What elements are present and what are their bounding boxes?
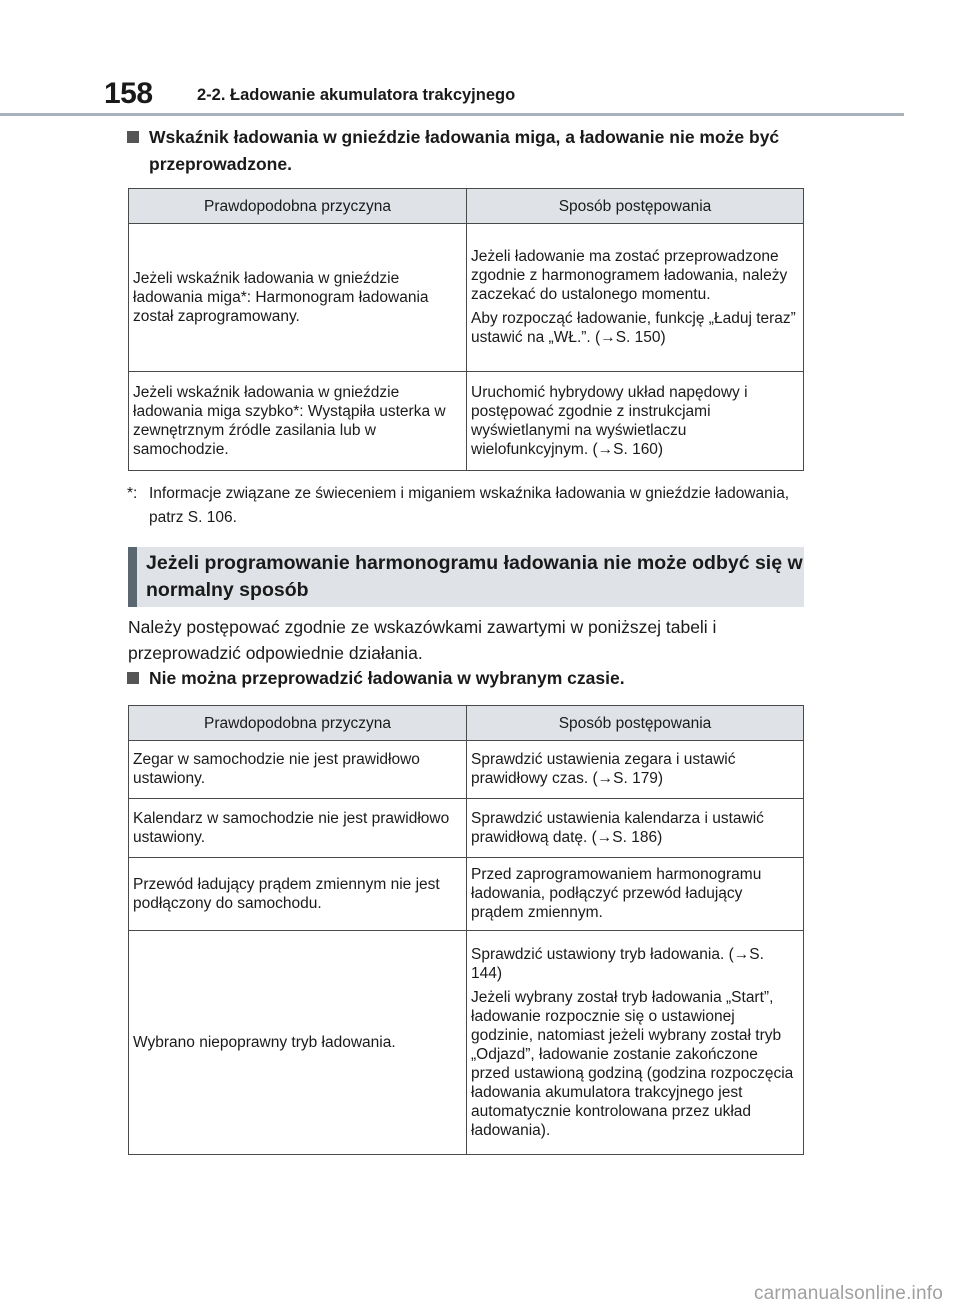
column-header-action: Sposób postępowania [467, 706, 804, 741]
footnote-mark: *: [127, 485, 138, 502]
column-header-cause: Prawdopodobna przyczyna [129, 706, 467, 741]
table-header-row [129, 189, 804, 224]
troubleshooting-table-2 [128, 705, 804, 1155]
cause-cell: Jeżeli wskaźnik ładowania w gnieździe ładowania miga szybko*: Wystąpiła usterka w zewnętrznym źródle zasilania lub w samochodzie. [129, 372, 467, 471]
cause-cell: Wybrano niepoprawny tryb ładowania. [129, 931, 467, 1155]
square-bullet-icon [127, 131, 139, 143]
action-paragraph: Sprawdzić ustawiony tryb ładowania. (→S. 144) [471, 945, 764, 982]
action-cell [467, 741, 804, 799]
action-cell [467, 224, 804, 372]
action-paragraph: Aby rozpocząć ładowanie, funkcję „Ładuj teraz” ustawić na „WŁ.”. (→S. 150) [471, 310, 796, 346]
action-cell [467, 931, 804, 1155]
subsection-heading-schedule [127, 665, 807, 692]
column-header-cause: Prawdopodobna przyczyna [129, 189, 467, 224]
subsection-heading-text: Nie można przeprowadzić ładowania w wybranym czasie. [149, 668, 625, 688]
page-number: 158 [104, 77, 153, 110]
column-header-action: Sposób postępowania [467, 189, 804, 224]
subsection-heading-indicator-blinking [127, 124, 807, 178]
cause-cell: Zegar w samochodzie nie jest prawidłowo ustawiony. [129, 741, 467, 799]
table-row [129, 858, 804, 931]
action-paragraph: Przed zaprogramowaniem harmonogramu ładowania, podłączyć przewód ładujący prądem zmiennym. [471, 866, 762, 921]
square-bullet-icon [127, 672, 139, 684]
cause-cell: Kalendarz w samochodzie nie jest prawidłowo ustawiony. [129, 799, 467, 858]
section-title-banner: Jeżeli programowanie harmonogramu ładowania nie może odbyć się w normalny sposób [128, 547, 804, 607]
action-cell [467, 858, 804, 931]
table-row [129, 224, 804, 372]
watermark-text: carmanualsonline.info [753, 1283, 943, 1304]
action-paragraph: Uruchomić hybrydowy układ napędowy i postępować zgodnie z instrukcjami wyświetlanymi na wyświetlaczu wielofunkcyjnym. (→S. 160) [471, 383, 748, 458]
action-paragraph: Sprawdzić ustawienia kalendarza i ustawić prawidłową datę. (→S. 186) [471, 809, 764, 846]
subsection-heading-text: Wskaźnik ładowania w gnieździe ładowania miga, a ładowanie nie może być przeprowadzone. [149, 127, 780, 174]
footnote [127, 482, 807, 530]
action-cell [467, 799, 804, 858]
table-row [129, 741, 804, 799]
action-cell [467, 372, 804, 471]
cause-cell: Przewód ładujący prądem zmiennym nie jest podłączony do samochodu. [129, 858, 467, 931]
header-divider [0, 113, 904, 116]
table-row [129, 799, 804, 858]
table-row [129, 372, 804, 471]
action-paragraph: Jeżeli ładowanie ma zostać przeprowadzone zgodnie z harmonogramem ładowania, należy zaczekać do ustalonego momentu. [471, 248, 788, 303]
footnote-text: Informacje związane ze świeceniem i miganiem wskaźnika ładowania w gnieździe ładowania, patrz S. 106. [149, 485, 790, 526]
action-paragraph: Jeżeli wybrany został tryb ładowania „Start”, ładowanie rozpocznie się o ustawionej godzinie, natomiast jeżeli wybrany został tryb „Odjazd”, ładowanie zostanie zakończone przed ustawioną godziną (godzina rozpoczęcia ładowania akumulatora trakcyjnego jest automatycznie kontrolowana przez układ ładowania). [471, 988, 794, 1139]
troubleshooting-table-1 [128, 188, 804, 471]
table-row [129, 931, 804, 1155]
chapter-title: 2-2. Ładowanie akumulatora trakcyjnego [197, 86, 516, 104]
action-paragraph: Sprawdzić ustawienia zegara i ustawić prawidłowy czas. (→S. 179) [471, 751, 736, 787]
cause-cell: Jeżeli wskaźnik ładowania w gnieździe ładowania miga*: Harmonogram ładowania został zaprogramowany. [129, 224, 467, 372]
intro-paragraph: Należy postępować zgodnie ze wskazówkami zawartymi w poniższej tabeli i przeprowadzić odpowiednie działania. [128, 617, 717, 663]
table-header-row [129, 706, 804, 741]
